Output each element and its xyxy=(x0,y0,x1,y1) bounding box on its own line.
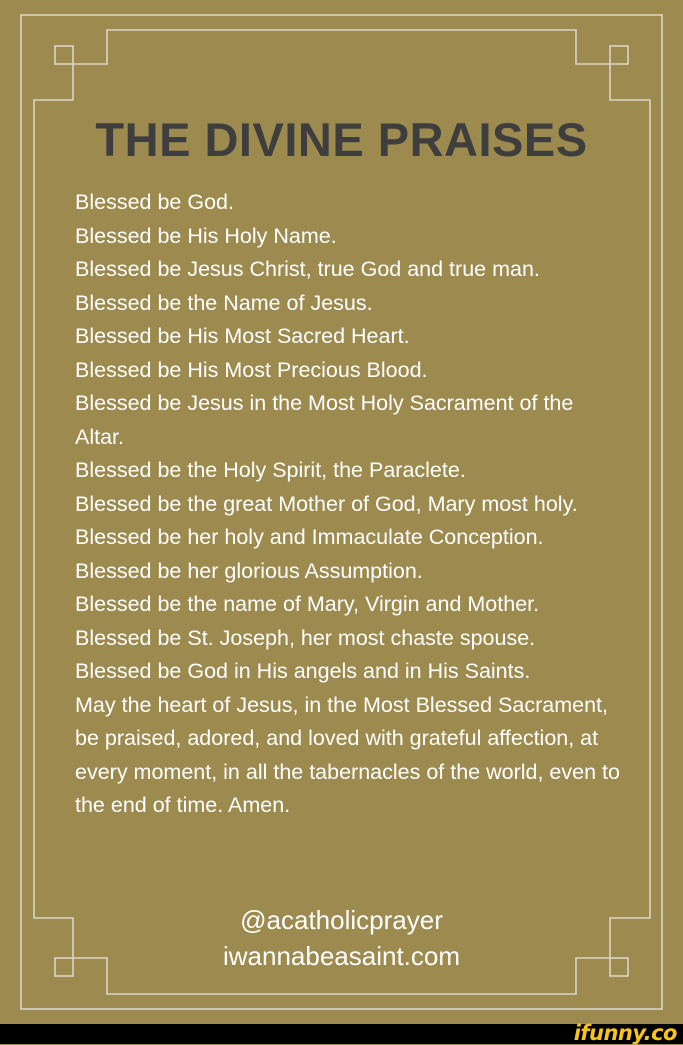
praise-line: Blessed be His Holy Name. xyxy=(75,223,337,248)
social-handle: @acatholicprayer xyxy=(240,905,443,935)
page-title: THE DIVINE PRAISES xyxy=(95,113,588,166)
praise-line: Blessed be her glorious Assumption. xyxy=(75,558,423,583)
credits xyxy=(0,902,683,974)
praise-line: Blessed be Jesus Christ, true God and true man. xyxy=(75,257,540,281)
corner-square-top-left xyxy=(55,46,73,64)
praise-line: Blessed be the Holy Spirit, the Paraclete. xyxy=(75,458,466,482)
praise-line: Blessed be St. Joseph, her most chaste spouse. xyxy=(75,625,536,650)
praise-line: Blessed be the Name of Jesus. xyxy=(75,290,373,315)
praise-line: Blessed be Jesus in the Most Holy Sacrament of the Altar. xyxy=(75,391,574,449)
watermark-bar xyxy=(0,1021,683,1045)
praise-line: Blessed be the great Mother of God, Mary most holy. xyxy=(75,491,578,516)
praise-line: Blessed be His Most Sacred Heart. xyxy=(75,324,410,348)
closing-prayer: May the heart of Jesus, in the Most Blessed Sacrament, be praised, adored, and loved with grateful affection, at every moment, in all the tabernacles of the world, even to the end of time. Amen. xyxy=(75,692,620,817)
corner-square-top-right xyxy=(610,46,628,64)
praise-line: Blessed be the name of Mary, Virgin and Mother. xyxy=(75,592,540,616)
ifunny-watermark-logo: ifunny.co xyxy=(573,1021,677,1045)
praises-list xyxy=(75,186,620,823)
praise-line: Blessed be her holy and Immaculate Conception. xyxy=(75,525,544,549)
praise-line: Blessed be God in His angels and in His Saints. xyxy=(75,659,531,683)
website-link[interactable]: iwannabeasaint.com xyxy=(222,941,461,971)
praise-line: Blessed be His Most Precious Blood. xyxy=(75,357,428,382)
praise-line: Blessed be God. xyxy=(75,190,234,214)
